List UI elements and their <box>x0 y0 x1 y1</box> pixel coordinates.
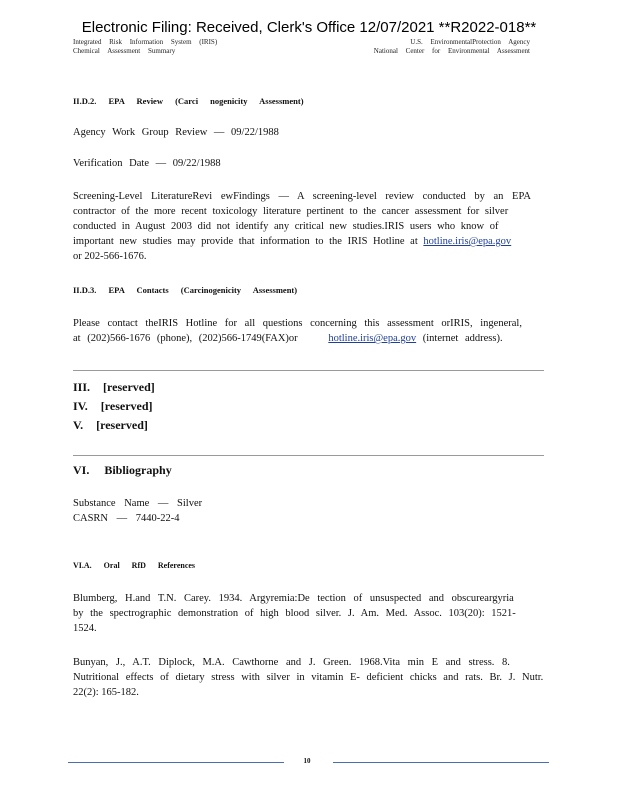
agency-review-date: Agency Work Group Review — 09/22/1988 <box>73 127 279 138</box>
bibliography-heading: VI. Bibliography <box>73 463 172 477</box>
reference-line: Blumberg, H.and T.N. Carey. 1934. Argyremia:De tection of unsuspected and obscureargyria <box>73 593 514 604</box>
page-number: 10 <box>303 757 311 765</box>
header-left <box>73 38 217 56</box>
reference-line: Nutritional effects of dietary stress with silver in vitamin E- deficient chicks and rats. Br. J. Nutr. <box>73 672 544 683</box>
verification-date: Verification Date — 09/22/1988 <box>73 158 221 169</box>
screening-line: contractor of the more recent toxicology literature pertinent to the cancer assessment for silver <box>73 206 509 217</box>
divider <box>73 455 544 456</box>
contact-line-end: (internet address). <box>422 333 503 344</box>
reference-line: 22(2): 165-182. <box>73 687 139 698</box>
screening-line: important new studies may provide that information to the IRIS Hotline at <box>73 236 418 247</box>
reserved-v: V. [reserved] <box>73 418 148 432</box>
reference-line: Bunyan, J., A.T. Diplock, M.A. Cawthorne and J. Green. 1968.Vita min E and stress. 8. <box>73 657 510 668</box>
reference-line: 1524. <box>73 623 97 634</box>
casrn: CASRN — 7440-22-4 <box>73 513 180 524</box>
screening-line: Screening-Level LiteratureRevi ewFindings — A screening-level review conducted by an EPA <box>73 191 531 202</box>
contact-email-link[interactable]: hotline.iris@epa.gov <box>328 333 417 344</box>
reference-line: by the spectrographic demonstration of high blood silver. J. Am. Med. Assoc. 103(20): 1521- <box>73 608 516 619</box>
oral-rfd-references-heading: VI.A. Oral RfD References <box>73 561 196 570</box>
contact-line: Please contact theIRIS Hotline for all questions concerning this assessment orIRIS, ingeneral, <box>73 318 522 329</box>
hotline-email-link[interactable]: hotline.iris@epa.gov <box>423 236 512 247</box>
divider <box>73 370 544 371</box>
header-left-line1: Integrated Risk Information System (IRIS) <box>73 38 218 46</box>
footer-rule-right <box>333 762 549 763</box>
reference-bunyan <box>73 655 544 700</box>
screening-line-with-link <box>73 234 538 249</box>
filing-stamp: Electronic Filing: Received, Clerk's Office 12/07/2021 **R2022-018** <box>81 19 537 36</box>
header-right-line2: National Center for Environmental Assessment <box>373 47 530 55</box>
reference-blumberg <box>73 591 538 636</box>
footer-rule-left <box>68 762 284 763</box>
reserved-iv: IV. [reserved] <box>73 399 153 413</box>
reserved-iii: III. [reserved] <box>73 380 155 394</box>
section-heading-iid3: II.D.3. EPA Contacts (Carcinogenicity Assessment) <box>73 285 298 295</box>
section-heading-iid2: II.D.2. EPA Review (Carci nogenicity Assessment) <box>73 96 304 106</box>
contact-line: at (202)566-1676 (phone), (202)566-1749(FAX)or <box>73 333 298 344</box>
header-right-line1: U.S. EnvironmentalProtection Agency <box>410 38 530 46</box>
substance-name: Substance Name — Silver <box>73 498 203 509</box>
screening-last-line: or 202-566-1676. <box>73 251 147 262</box>
contact-paragraph <box>73 316 538 346</box>
screening-paragraph <box>73 189 538 264</box>
header-right <box>374 38 530 56</box>
screening-line: conducted in August 2003 did not identify any critical new studies.IRIS users who know of <box>73 221 499 232</box>
header-left-line2: Chemical Assessment Summary <box>73 47 176 55</box>
